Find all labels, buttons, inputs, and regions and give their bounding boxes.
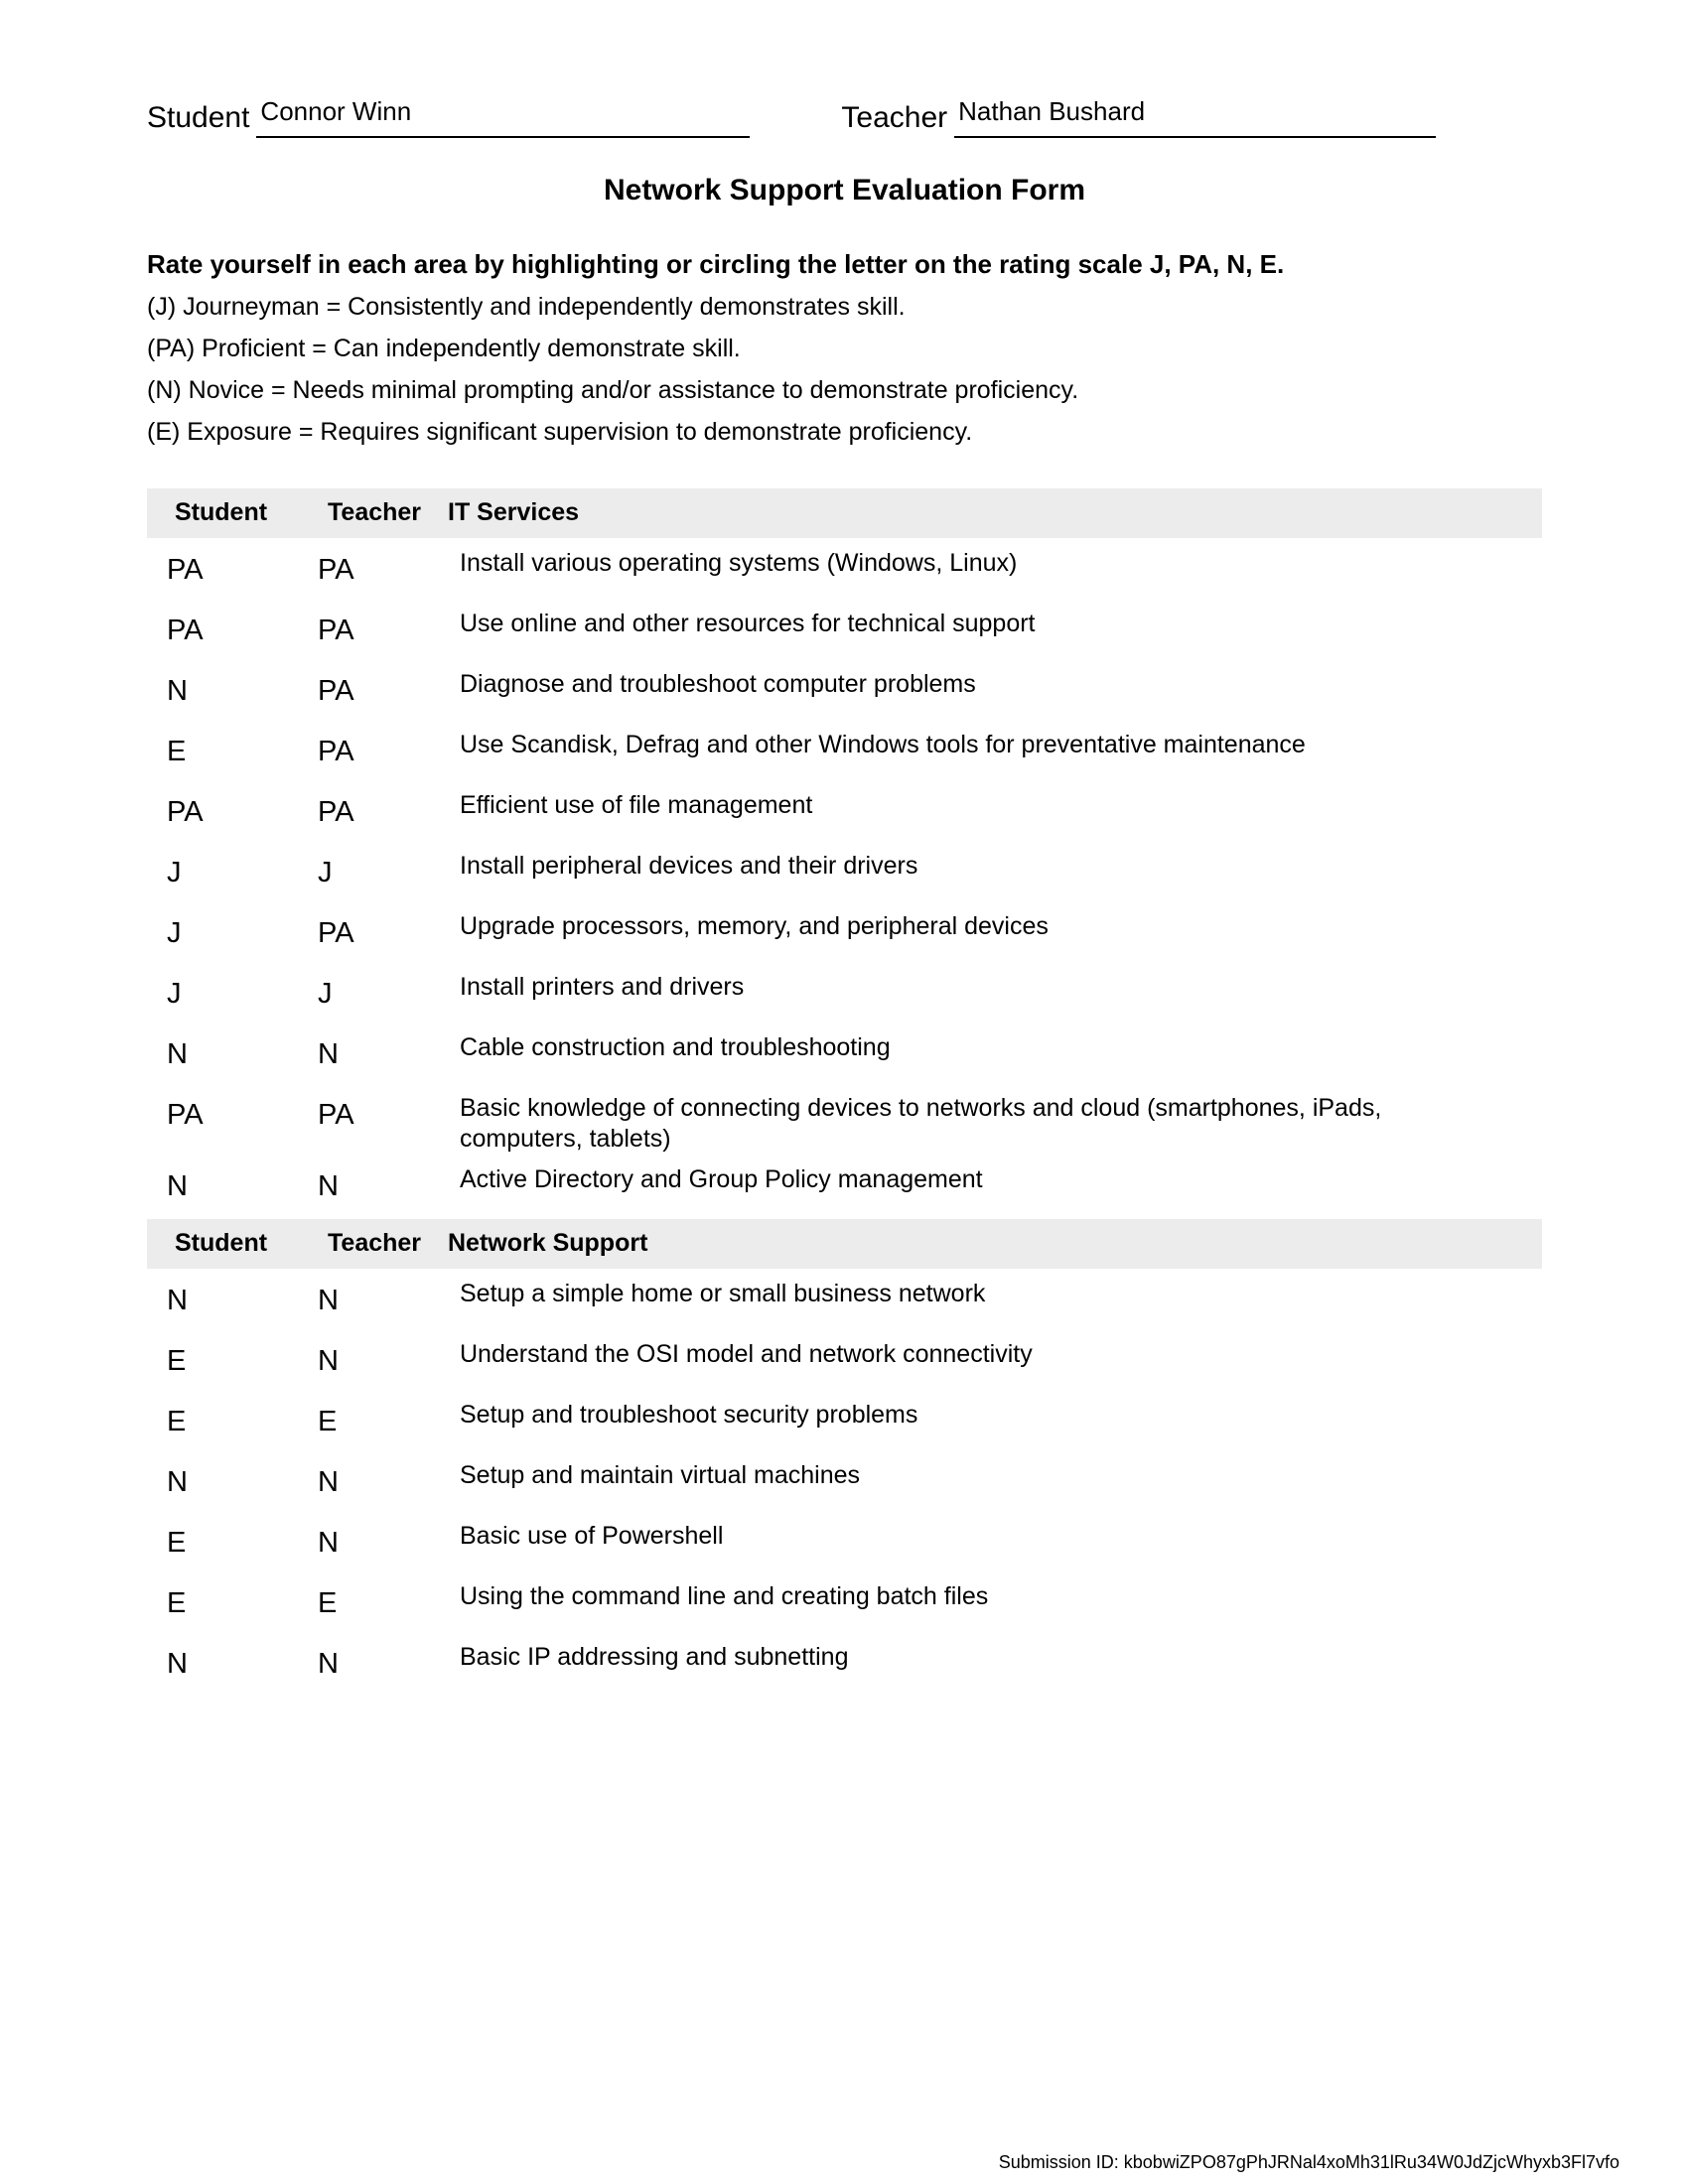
table-row [147, 1023, 1542, 1083]
table-row [147, 841, 1542, 901]
skill-description: Diagnose and troubleshoot computer problems [460, 669, 976, 698]
skill-description: Efficient use of file management [460, 790, 813, 819]
skill-description: Setup and troubleshoot security problems [460, 1400, 918, 1429]
student-rating: E [167, 1586, 187, 1619]
teacher-label: Teacher [841, 100, 948, 134]
skill-description: Install peripheral devices and their drivers [460, 851, 918, 880]
it-services-table [147, 488, 1542, 1215]
skill-description: Basic IP addressing and subnetting [460, 1642, 849, 1671]
teacher-rating: PA [318, 553, 354, 586]
student-rating: N [167, 674, 188, 707]
skill-description: Using the command line and creating batch files [460, 1581, 989, 1610]
it-services-table-header [147, 488, 1542, 538]
table-row [147, 1571, 1542, 1632]
skill-description: Upgrade processors, memory, and peripheral devices [460, 911, 1049, 940]
skill-description: Setup and maintain virtual machines [460, 1460, 861, 1489]
rating-level-proficient: (PA) Proficient = Can independently demonstrate skill. [147, 334, 741, 362]
skill-description: Use online and other resources for technical support [460, 609, 1036, 637]
submission-id [999, 2152, 1619, 2173]
student-rating: J [167, 916, 182, 949]
submission-id-label: Submission ID: [998, 2152, 1119, 2172]
student-rating: E [167, 1405, 187, 1437]
skill-description: Active Directory and Group Policy management [460, 1164, 983, 1193]
skill-description: Install various operating systems (Windows, Linux) [460, 548, 1018, 577]
skill-description: Cable construction and troubleshooting [460, 1032, 891, 1061]
teacher-rating: PA [318, 735, 354, 767]
form-header [147, 97, 1542, 138]
skill-description: Install printers and drivers [460, 972, 745, 1001]
student-rating: N [167, 1465, 188, 1498]
column-header-category: Network Support [448, 1229, 648, 1258]
column-header-student: Student [175, 498, 268, 527]
column-header-teacher: Teacher [328, 1229, 422, 1258]
table-row [147, 1450, 1542, 1511]
teacher-rating: E [318, 1586, 338, 1619]
teacher-rating: PA [318, 795, 354, 828]
student-rating: N [167, 1037, 188, 1070]
network-support-table [147, 1219, 1542, 1693]
it-services-table-body [147, 538, 1542, 1215]
submission-id-value: kbobwiZPO87gPhJRNal4xoMh31lRu34W0JdZjcWhyxb3Fl7vfo [1123, 2152, 1619, 2172]
table-row [147, 1511, 1542, 1571]
teacher-rating: N [318, 1037, 339, 1070]
network-support-table-header [147, 1219, 1542, 1269]
teacher-rating: N [318, 1169, 339, 1202]
column-header-category: IT Services [448, 498, 580, 527]
table-row [147, 1155, 1542, 1215]
student-label: Student [147, 100, 250, 134]
student-rating: J [167, 977, 182, 1010]
teacher-rating: PA [318, 916, 354, 949]
teacher-rating: J [318, 856, 333, 888]
student-rating: E [167, 1344, 187, 1377]
teacher-rating: PA [318, 1098, 354, 1131]
student-rating: N [167, 1169, 188, 1202]
teacher-name-input[interactable]: Nathan Bushard [954, 97, 1436, 138]
student-rating: PA [167, 1098, 204, 1131]
table-row [147, 720, 1542, 780]
student-rating: N [167, 1647, 188, 1680]
teacher-rating: E [318, 1405, 338, 1437]
skill-description: Basic use of Powershell [460, 1521, 724, 1550]
teacher-rating: N [318, 1284, 339, 1316]
teacher-rating: PA [318, 614, 354, 646]
student-rating: N [167, 1284, 188, 1316]
teacher-rating: PA [318, 674, 354, 707]
student-rating: PA [167, 614, 204, 646]
skill-description: Use Scandisk, Defrag and other Windows tools for preventative maintenance [460, 730, 1306, 758]
rating-level-exposure: (E) Exposure = Requires significant supervision to demonstrate proficiency. [147, 417, 973, 446]
rating-scale-legend [147, 249, 1542, 447]
table-row [147, 962, 1542, 1023]
student-rating: PA [167, 553, 204, 586]
table-row [147, 901, 1542, 962]
teacher-field [841, 97, 1436, 138]
skill-description: Understand the OSI model and network connectivity [460, 1339, 1033, 1368]
column-header-student: Student [175, 1229, 268, 1258]
table-row [147, 599, 1542, 659]
table-row [147, 1632, 1542, 1693]
teacher-rating: N [318, 1465, 339, 1498]
student-field [147, 97, 750, 138]
student-rating: E [167, 1526, 187, 1559]
table-row [147, 780, 1542, 841]
teacher-rating: N [318, 1344, 339, 1377]
table-row [147, 1390, 1542, 1450]
table-row [147, 1329, 1542, 1390]
network-support-table-body [147, 1269, 1542, 1693]
rating-level-journeyman: (J) Journeyman = Consistently and independently demonstrates skill. [147, 292, 906, 321]
rating-scale-intro: Rate yourself in each area by highlighting or circling the letter on the rating scale J, PA, N, E. [147, 248, 1285, 279]
student-rating: E [167, 735, 187, 767]
teacher-rating: N [318, 1526, 339, 1559]
table-row [147, 659, 1542, 720]
skill-description: Basic knowledge of connecting devices to networks and cloud (smartphones, iPads, computers, tablets) [460, 1093, 1382, 1153]
student-name-input[interactable]: Connor Winn [256, 97, 750, 138]
table-row [147, 1083, 1542, 1155]
student-rating: PA [167, 795, 204, 828]
column-header-teacher: Teacher [328, 498, 422, 527]
rating-level-novice: (N) Novice = Needs minimal prompting and/or assistance to demonstrate proficiency. [147, 375, 1079, 404]
student-rating: J [167, 856, 182, 888]
table-row [147, 538, 1542, 599]
teacher-rating: J [318, 977, 333, 1010]
table-row [147, 1269, 1542, 1329]
teacher-rating: N [318, 1647, 339, 1680]
skill-description: Setup a simple home or small business network [460, 1279, 986, 1307]
form-title: Network Support Evaluation Form [603, 173, 1086, 206]
